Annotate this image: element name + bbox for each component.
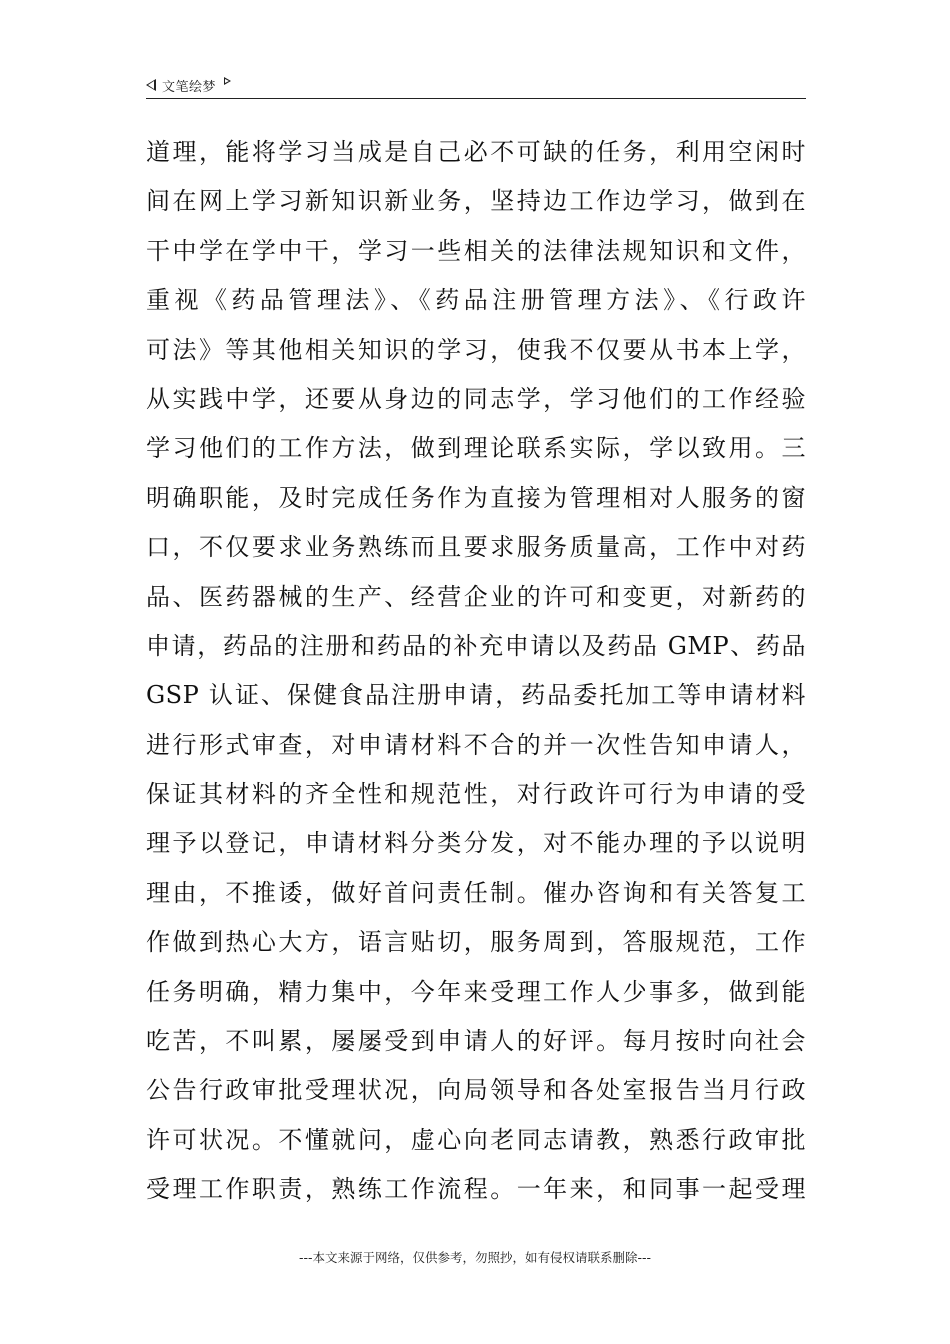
- text-line: 任务明确，精力集中，今年来受理工作人少事多，做到能: [146, 977, 806, 1006]
- text-line: 道理，能将学习当成是自己必不可缺的任务，利用空闲时: [146, 138, 806, 166]
- text-line: 吃苦，不叫累，屡屡受到申请人的好评。每月按时向社会: [146, 1027, 806, 1056]
- right-triangle-icon: [224, 77, 231, 85]
- text-line: 学习他们的工作方法，做到理论联系实际，学以致用。三: [146, 434, 806, 463]
- text-line: 从实践中学，还要从身边的同志学，学习他们的工作经验: [146, 384, 806, 413]
- text-line: 可法》等其他相关知识的学习，使我不仅要从书本上学，: [146, 335, 806, 364]
- text-line: 品、医药器械的生产、经营企业的许可和变更，对新药的: [146, 582, 806, 611]
- text-line: 口，不仅要求业务熟练而且要求服务质量高，工作中对药: [146, 533, 806, 562]
- text-line: 受理工作职责，熟练工作流程。一年来，和同事一起受理: [146, 1175, 806, 1204]
- text-line: 明确职能，及时完成任务作为直接为管理相对人服务的窗: [146, 483, 806, 512]
- text-line: 保证其材料的齐全性和规范性，对行政许可行为申请的受: [146, 780, 806, 809]
- text-line: 理由，不推诿，做好首问责任制。催办咨询和有关答复工: [146, 878, 806, 907]
- text-line: 干中学在学中干，学习一些相关的法律法规知识和文件，: [146, 236, 806, 265]
- text-line: 申请，药品的注册和药品的补充申请以及药品 GMP、药品: [146, 631, 806, 660]
- text-line: 公告行政审批受理状况，向局领导和各处室报告当月行政: [146, 1076, 806, 1105]
- text-line: 间在网上学习新知识新业务，坚持边工作边学习，做到在: [146, 187, 806, 216]
- document-body: [146, 128, 806, 1215]
- text-line: 作做到热心大方，语言贴切，服务周到，答服规范，工作: [146, 928, 806, 957]
- text-line: 理予以登记，申请材料分类分发，对不能办理的予以说明: [146, 829, 806, 858]
- header-title: 文笔绘梦: [162, 79, 217, 95]
- text-line: 重视《药品管理法》、《药品注册管理方法》、《行政许: [146, 286, 806, 315]
- text-line: 进行形式审查，对申请材料不合的并一次性告知申请人，: [146, 730, 806, 759]
- page-footer: ---本文来源于网络，仅供参考，勿照抄，如有侵权请联系删除---: [298, 1250, 652, 1265]
- page-header: [146, 72, 806, 99]
- left-triangle-icon: [146, 79, 156, 91]
- text-line: 许可状况。不懂就问，虚心向老同志请教，熟悉行政审批: [146, 1125, 806, 1154]
- text-line: GSP 认证、保健食品注册申请，药品委托加工等申请材料: [146, 681, 806, 710]
